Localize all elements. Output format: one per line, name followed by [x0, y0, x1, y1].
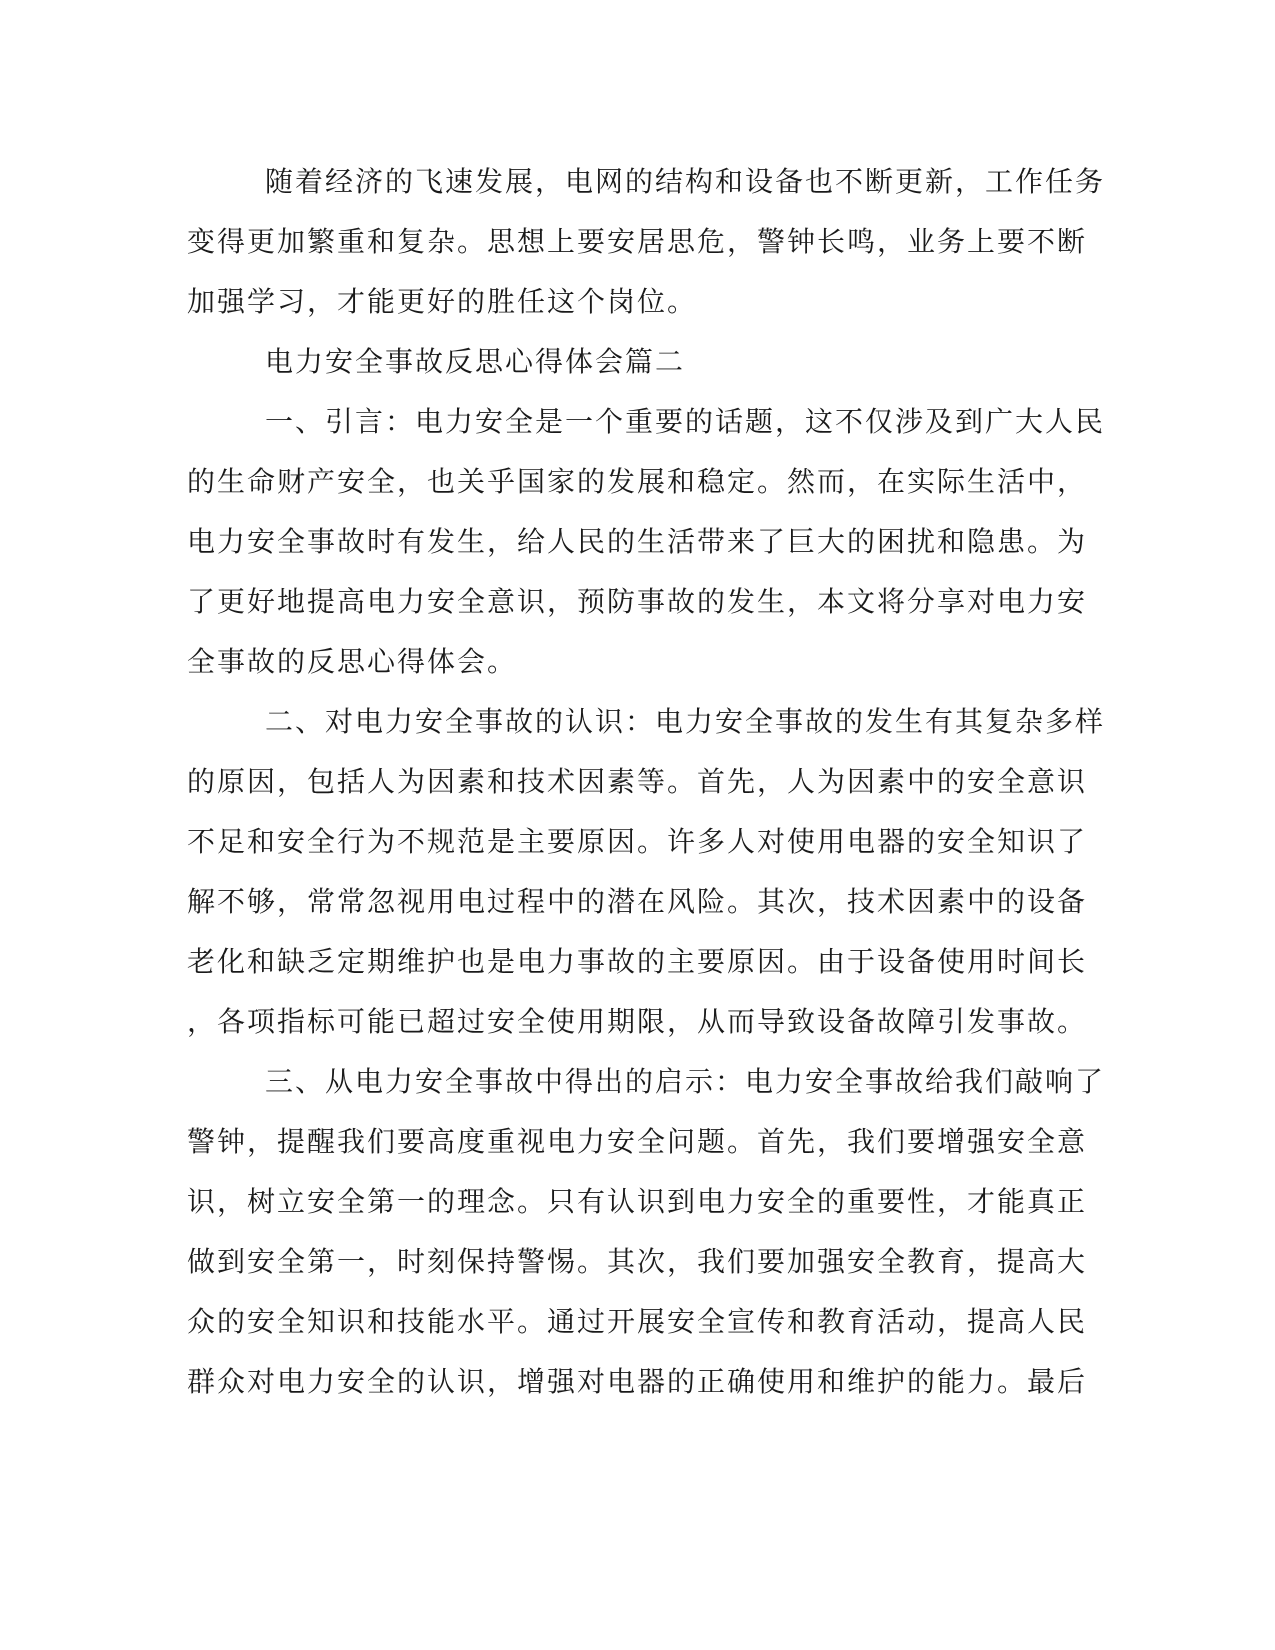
text-line: 识，树立安全第一的理念。只有认识到电力安全的重要性，才能真正 — [187, 1185, 1088, 1218]
text-line: 三、从电力安全事故中得出的启示：电力安全事故给我们敲响了 — [265, 1065, 1106, 1098]
text-line: ，各项指标可能已超过安全使用期限，从而导致设备故障引发事故。 — [187, 1005, 1088, 1038]
text-line: 加强学习，才能更好的胜任这个岗位。 — [187, 285, 698, 318]
text-line: 的生命财产安全，也关乎国家的发展和稳定。然而，在实际生活中， — [187, 465, 1088, 498]
text-line: 做到安全第一，时刻保持警惕。其次，我们要加强安全教育，提高大 — [187, 1245, 1088, 1278]
text-line: 众的安全知识和技能水平。通过开展安全宣传和教育活动，提高人民 — [187, 1305, 1088, 1338]
document-body — [187, 152, 1106, 1412]
text-line: 随着经济的飞速发展，电网的结构和设备也不断更新，工作任务 — [265, 165, 1106, 198]
text-line: 不足和安全行为不规范是主要原因。许多人对使用电器的安全知识了 — [187, 825, 1088, 858]
text-line: 的原因，包括人为因素和技术因素等。首先，人为因素中的安全意识 — [187, 765, 1088, 798]
text-line: 变得更加繁重和复杂。思想上要安居思危，警钟长鸣，业务上要不断 — [187, 225, 1088, 258]
text-line: 老化和缺乏定期维护也是电力事故的主要原因。由于设备使用时间长 — [187, 945, 1088, 978]
text-line: 警钟，提醒我们要高度重视电力安全问题。首先，我们要增强安全意 — [187, 1125, 1088, 1158]
text-line: 群众对电力安全的认识，增强对电器的正确使用和维护的能力。最后 — [187, 1365, 1088, 1398]
text-line: 电力安全事故时有发生，给人民的生活带来了巨大的困扰和隐患。为 — [187, 525, 1088, 558]
text-line: 二、对电力安全事故的认识：电力安全事故的发生有其复杂多样 — [265, 705, 1106, 738]
text-line: 解不够，常常忽视用电过程中的潜在风险。其次，技术因素中的设备 — [187, 885, 1088, 918]
text-line: 全事故的反思心得体会。 — [187, 645, 518, 678]
text-line: 了更好地提高电力安全意识，预防事故的发生，本文将分享对电力安 — [187, 585, 1088, 618]
text-line: 一、引言：电力安全是一个重要的话题，这不仅涉及到广大人民 — [265, 405, 1106, 438]
text-line: 电力安全事故反思心得体会篇二 — [265, 345, 686, 378]
